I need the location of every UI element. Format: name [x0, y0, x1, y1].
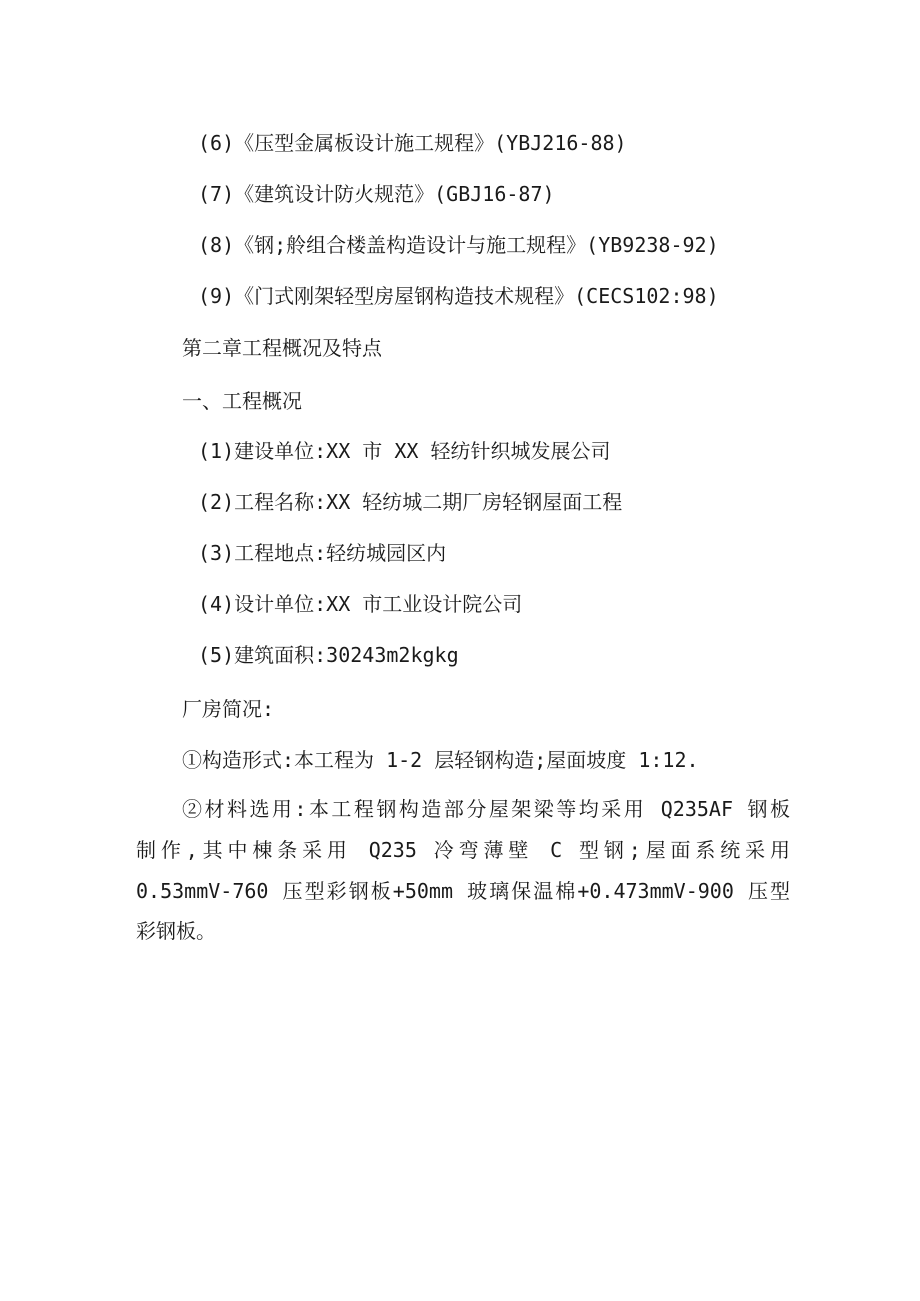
overview-item-location: (3)工程地点:轻纺城园区内	[198, 541, 447, 565]
materials-paragraph-line-4: 彩钢板。	[136, 919, 216, 943]
standard-item-7: (7)《建筑设计防火规范》(GBJ16-87)	[198, 182, 555, 206]
overview-item-project-name: (2)工程名称:XX 轻纺城二期厂房轻钢屋面工程	[198, 490, 623, 514]
standard-item-9: (9)《门式刚架轻型房屋钢构造技术规程》(CECS102:98)	[198, 284, 719, 308]
chapter-title: 第二章工程概况及特点	[182, 336, 382, 360]
materials-paragraph-line-3: 0.53mmV-760 压型彩钢板+50mm 玻璃保温棉+0.473mmV-900 压型	[136, 879, 790, 903]
section-title: 一、工程概况	[182, 389, 302, 413]
standard-item-8: (8)《钢;舲组合楼盖构造设计与施工规程》(YB9238-92)	[198, 233, 719, 257]
overview-item-area: (5)建筑面积:30243m2kgkg	[198, 643, 459, 667]
factory-heading: 厂房简况:	[182, 697, 275, 721]
materials-paragraph-line-2: 制作,其中棟条采用 Q235 冷弯薄壁 C 型钢;屋面系统采用	[136, 838, 790, 862]
materials-paragraph-line-1: ②材料选用:本工程钢构造部分屋架梁等均采用 Q235AF 钢板	[182, 797, 790, 821]
structure-form-paragraph: ①构造形式:本工程为 1-2 层轻钢构造;屋面坡度 1:12.	[182, 748, 699, 772]
standard-item-6: (6)《压型金属板设计施工规程》(YBJ216-88)	[198, 131, 627, 155]
overview-item-owner: (1)建设单位:XX 市 XX 轻纺针织城发展公司	[198, 439, 611, 463]
overview-item-designer: (4)设计单位:XX 市工业设计院公司	[198, 592, 523, 616]
